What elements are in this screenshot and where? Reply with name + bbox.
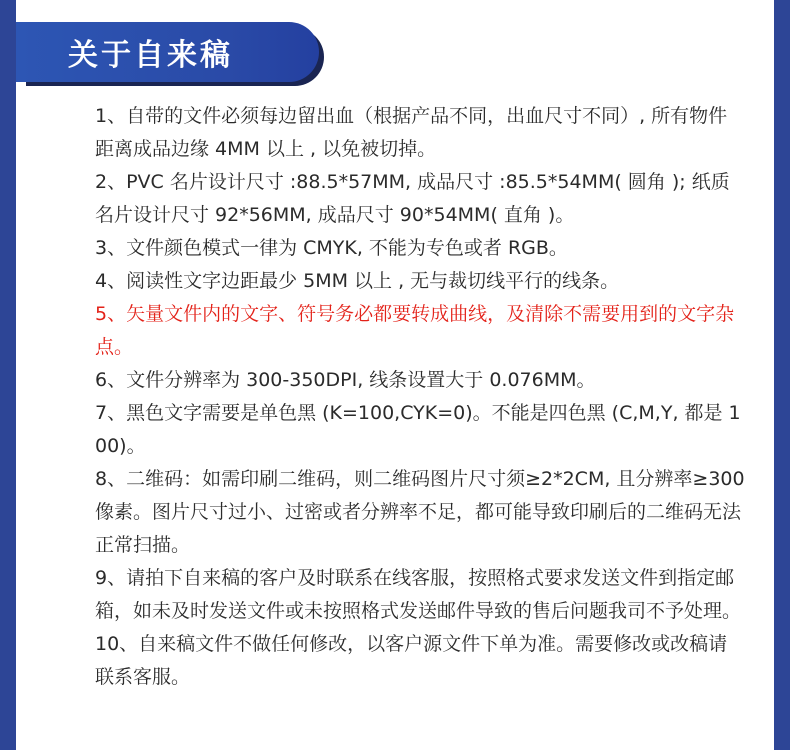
rule-item-9: 9、请拍下自来稿的客户及时联系在线客服，按照格式要求发送文件到指定邮箱，如未及时发送文件或未按照格式发送邮件导致的售后问题我司不予处理。 [95, 567, 742, 622]
rule-item-2: 2、PVC 名片设计尺寸 :88.5*57MM, 成品尺寸 :85.5*54MM( 圆角 ); 纸质名片设计尺寸 92*56MM, 成品尺寸 90*54MM( 直角 )。 [95, 171, 730, 226]
rule-item-7: 7、黑色文字需要是单色黑 (K=100,CYK=0)。不能是四色黑 (C,M,Y, 都是 100)。 [95, 402, 741, 457]
rule-item-8: 8、二维码：如需印刷二维码，则二维码图片尺寸须≥2*2CM, 且分辨率≥300 像素。图片尺寸过小、过密或者分辨率不足，都可能导致印刷后的二维码无法正常扫描。 [95, 468, 745, 556]
rule-item-1: 1、自带的文件必须每边留出血（根据产品不同，出血尺寸不同）, 所有物件距离成品边缘 4MM 以上 , 以免被切掉。 [95, 105, 728, 160]
rule-item-4: 4、阅读性文字边距最少 5MM 以上 , 无与裁切线平行的线条。 [95, 270, 620, 292]
title-banner [16, 22, 319, 82]
rule-item-5-highlight: 5、矢量文件内的文字、符号务必都要转成曲线，及清除不需要用到的文字杂点。 [95, 303, 735, 358]
page-title: 关于自来稿 [68, 38, 233, 73]
rule-item-6: 6、文件分辨率为 300-350DPI, 线条设置大于 0.076MM。 [95, 369, 596, 391]
content-panel [16, 0, 774, 750]
rule-item-3: 3、文件颜色模式一律为 CMYK, 不能为专色或者 RGB。 [95, 237, 568, 259]
rules-list [95, 100, 745, 694]
rule-item-10: 10、自来稿文件不做任何修改，以客户源文件下单为准。需要修改或改稿请联系客服。 [95, 633, 728, 688]
